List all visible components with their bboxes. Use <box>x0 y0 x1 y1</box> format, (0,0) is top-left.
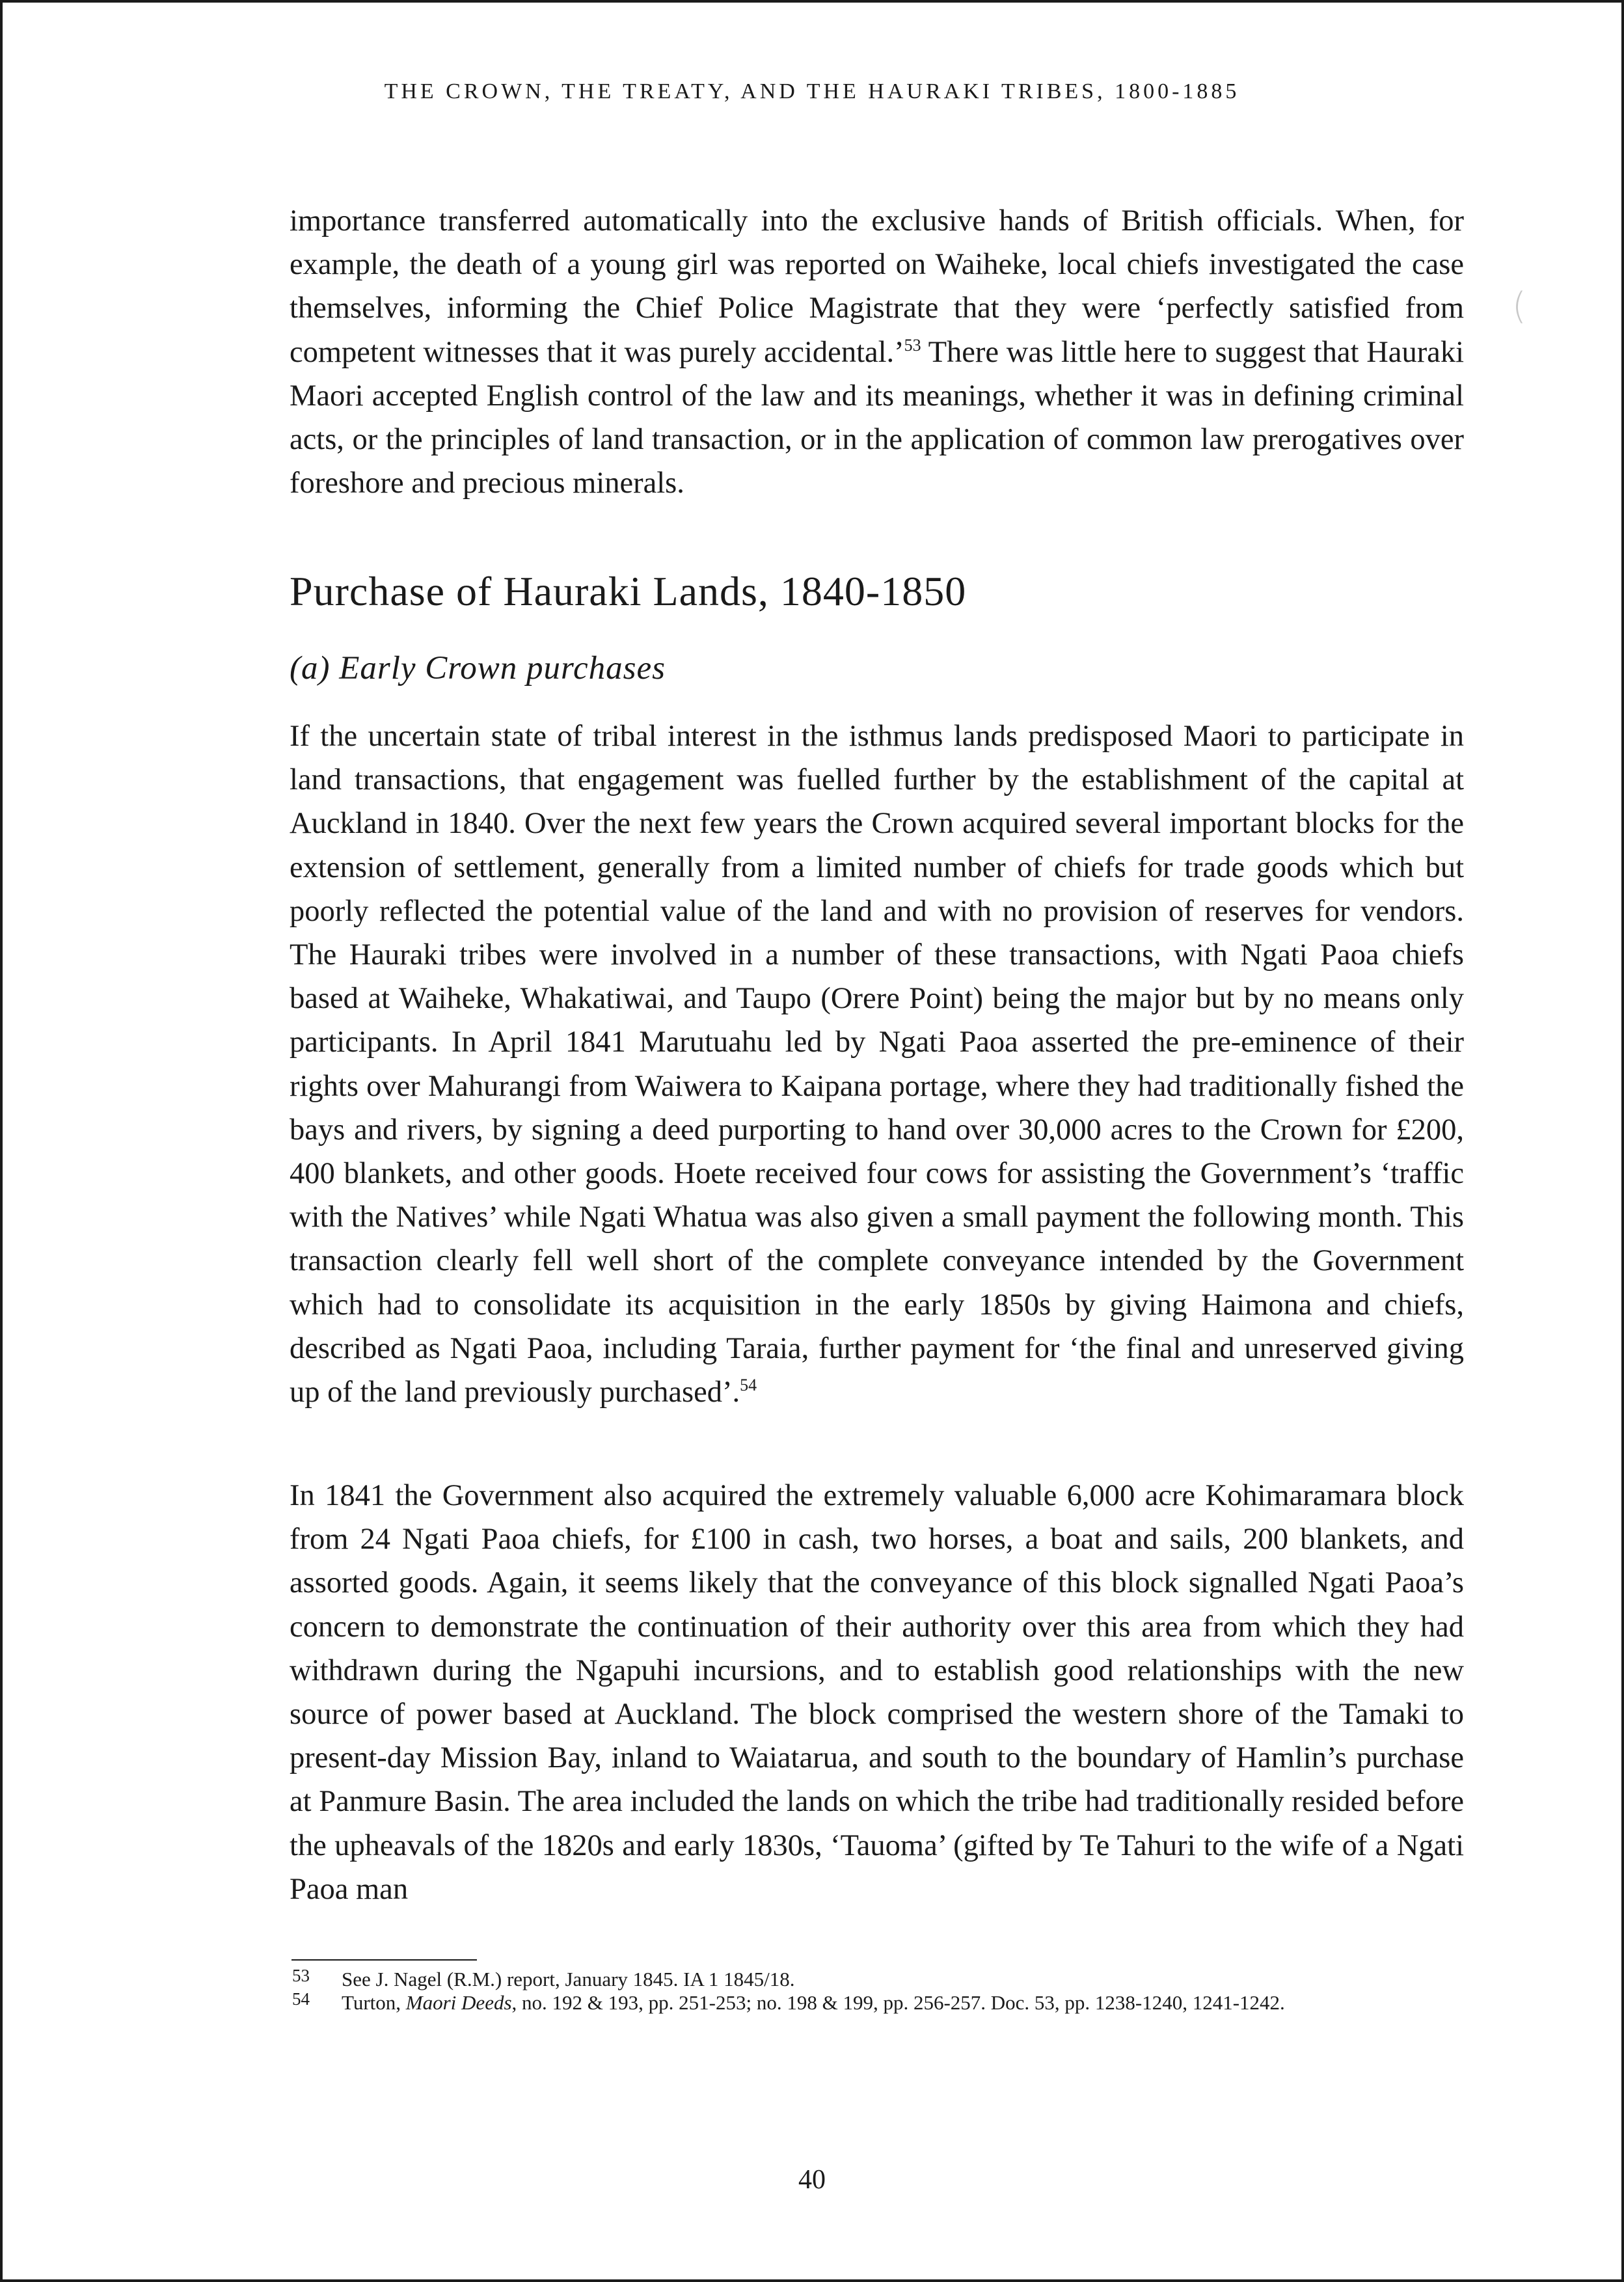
footnote-divider <box>291 1959 477 1961</box>
footnote-text-cont: , no. 192 & 193, pp. 251-253; no. 198 & 199, pp. 256-257. Doc. 53, pp. 1238-1240, 1241-1242. <box>511 1991 1285 2014</box>
page-border-bottom <box>0 2279 1624 2282</box>
paragraph-kohimaramara <box>290 1474 1464 1911</box>
paragraph-text: importance transferred automatically into the exclusive hands of British officials. When, for example, the death of a young girl was reported on Waiheke, local chiefs investigated the case themselves, informing the Chief Police Magistrate that they were ‘perfectly satisfied from competent witnesses that it was purely accidental.’ <box>290 204 1464 369</box>
running-head: THE CROWN, THE TREATY, AND THE HAURAKI TRIBES, 1800-1885 <box>384 79 1240 103</box>
footnote-ref-54[interactable]: 54 <box>740 1376 757 1395</box>
sub-heading: (a) Early Crown purchases <box>290 650 666 686</box>
footnotes <box>290 1968 1464 2015</box>
page-border-top <box>0 0 1624 3</box>
paragraph-text: If the uncertain state of tribal interest in the isthmus lands predisposed Maori to participate in land transactions, that engagement was fuelled further by the establishment of the capital at Auckland in 1840. Over the next few years the Crown acquired several important blocks for the extension of settlement, generally from a limited number of chiefs for trade goods which but poorly reflected the potential value of the land and with no provision of reserves for vendors. The Hauraki tribes were involved in a number of these transactions, with Ngati Paoa chiefs based at Waiheke, Whakatiwai, and Taupo (Orere Point) being the major but by no means only participants. In April 1841 Marutuahu led by Ngati Paoa asserted the pre-eminence of their rights over Mahurangi from Waiwera to Kaipana portage, where they had traditionally fished the bays and rivers, by signing a deed purporting to hand over 30,000 acres to the Crown for £200, 400 blankets, and other goods. Hoete received four cows for assisting the Government’s ‘traffic with the Natives’ while Ngati Whatua was also given a small payment the following month. This transaction clearly fell well short of the complete conveyance intended by the Government which had to consolidate its acquisition in the early 1850s by giving Haimona and chiefs, described as Ngati Paoa, including Taraia, further payment for ‘the final and unreserved giving up of the land previously purchased’. <box>290 720 1464 1409</box>
paragraph-text-cont: There was little here to suggest that Hauraki Maori accepted English control of the law and its meanings, whether it was in defining criminal acts, or the principles of land transaction, or in the application of common law prerogatives over foreshore and precious minerals. <box>290 335 1464 500</box>
page-number: 40 <box>798 2165 826 2195</box>
section-heading: Purchase of Hauraki Lands, 1840-1850 <box>290 568 967 614</box>
footnote-54 <box>290 1991 1464 2015</box>
footnote-number: 54 <box>292 1989 310 2009</box>
paragraph-early-purchases <box>290 714 1464 1414</box>
footnote-53 <box>290 1968 1464 1991</box>
page-border-right <box>1621 0 1624 2282</box>
footnote-title: Maori Deeds <box>405 1991 512 2014</box>
margin-mark: ( <box>1512 285 1526 327</box>
paragraph-continuation <box>290 199 1464 505</box>
footnote-text: Turton, <box>342 1991 406 2014</box>
paragraph-text: In 1841 the Government also acquired the extremely valuable 6,000 acre Kohimaramara block from 24 Ngati Paoa chiefs, for £100 in cash, two horses, a boat and sails, 200 blankets, and assorted goods. Again, it seems likely that the conveyance of this block signalled Ngati Paoa’s concern to demonstrate the continuation of their authority over this area from which they had withdrawn during the Ngapuhi incursions, and to establish good relationships with the new source of power based at Auckland. The block comprised the western shore of the Tamaki to present-day Mission Bay, inland to Waiatarua, and south to the boundary of Hamlin’s purchase at Panmure Basin. The area included the lands on which the tribe had traditionally resided before the upheavals of the 1820s and early 1830s, ‘Tauoma’ (gifted by Te Tahuri to the wife of a Ngati Paoa man <box>290 1479 1464 1906</box>
footnote-text: See J. Nagel (R.M.) report, January 1845. IA 1 1845/18. <box>342 1968 795 1990</box>
page-border-left <box>0 0 3 2282</box>
footnote-number: 53 <box>292 1966 310 1985</box>
footnote-ref-53[interactable]: 53 <box>904 335 921 355</box>
